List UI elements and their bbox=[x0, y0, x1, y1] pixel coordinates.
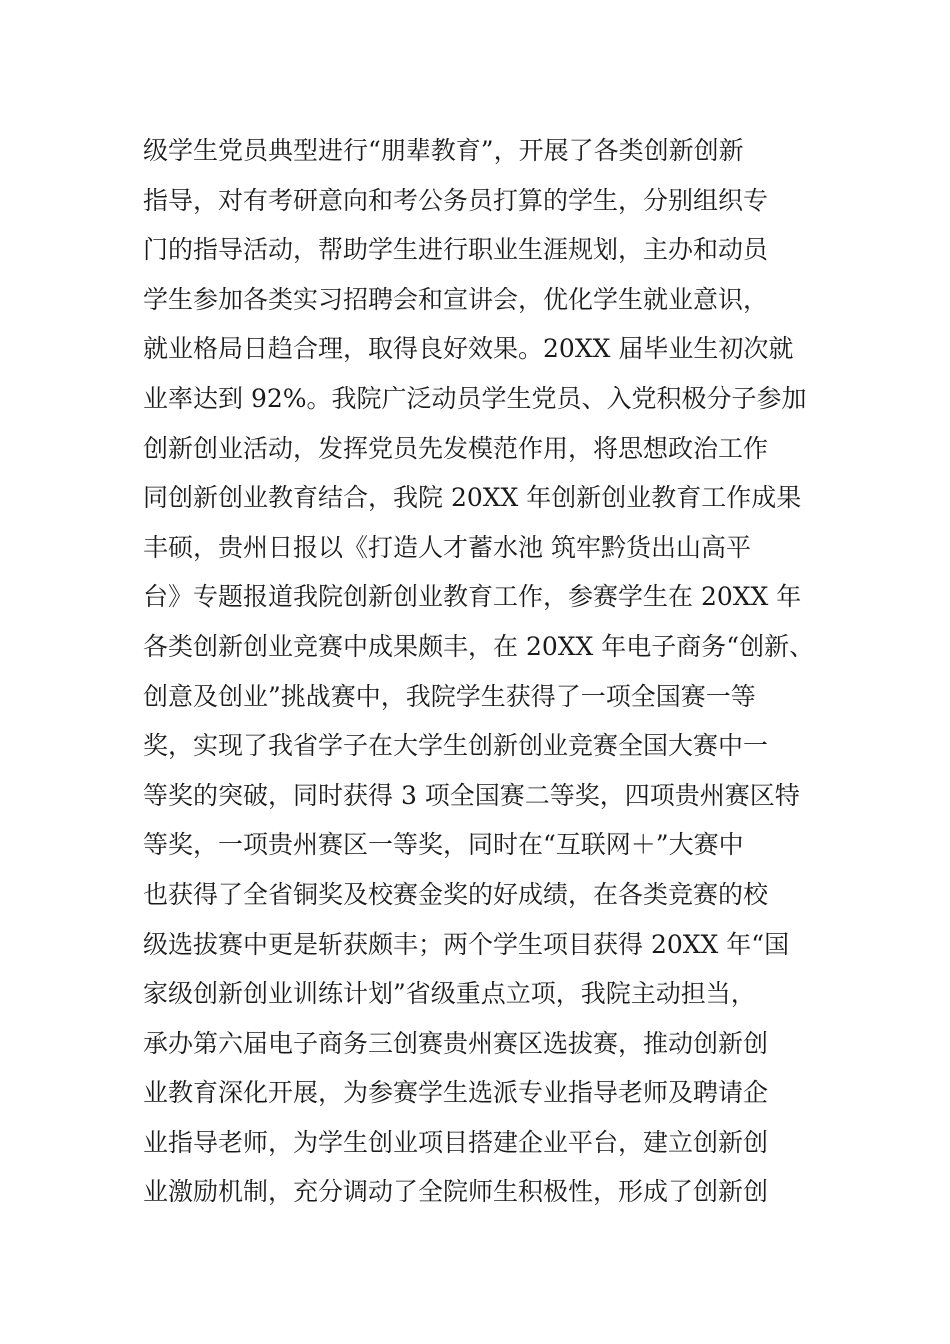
text-line: 同创新创业教育结合，我院 20XX 年创新创业教育工作成果 bbox=[143, 483, 802, 513]
text-line: 就业格局日趋合理，取得良好效果。20XX 届毕业生初次就 bbox=[143, 334, 794, 364]
text-line: 级选拔赛中更是斩获颇丰；两个学生项目获得 20XX 年“国 bbox=[143, 929, 790, 959]
text-line: 各类创新创业竞赛中成果颇丰，在 20XX 年电子商务“创新、 bbox=[143, 631, 815, 661]
text-line: 指导，对有考研意向和考公务员打算的学生，分别组织专 bbox=[143, 185, 769, 215]
text-line: 业激励机制，充分调动了全院师生积极性，形成了创新创 bbox=[143, 1177, 769, 1207]
text-line: 丰硕，贵州日报以《打造人才蓄水池 筑牢黔货出山高平 bbox=[143, 532, 751, 562]
text-line: 创意及创业”挑战赛中，我院学生获得了一项全国赛一等 bbox=[143, 681, 756, 711]
body-paragraph bbox=[143, 126, 823, 1217]
text-line: 业率达到 92%。我院广泛动员学生党员、入党积极分子参加 bbox=[143, 383, 807, 413]
text-line: 也获得了全省铜奖及校赛金奖的好成绩，在各类竞赛的校 bbox=[143, 879, 769, 909]
text-line: 级学生党员典型进行“朋辈教育”，开展了各类创新创新 bbox=[143, 136, 744, 165]
text-line: 台》专题报道我院创新创业教育工作，参赛学生在 20XX 年 bbox=[143, 582, 802, 612]
text-line: 业指导老师，为学生创业项目搭建企业平台，建立创新创 bbox=[143, 1127, 769, 1157]
text-line: 等奖，一项贵州赛区一等奖，同时在“互联网＋”大赛中 bbox=[143, 830, 744, 860]
text-line: 承办第六届电子商务三创赛贵州赛区选拔赛，推动创新创 bbox=[143, 1028, 769, 1058]
text-line: 奖，实现了我省学子在大学生创新创业竞赛全国大赛中一 bbox=[143, 731, 769, 761]
text-line: 家级创新创业训练计划”省级重点立项，我院主动担当， bbox=[143, 979, 756, 1009]
text-line: 门的指导活动，帮助学生进行职业生涯规划，主办和动员 bbox=[143, 235, 769, 265]
text-line: 等奖的突破，同时获得 3 项全国赛二等奖，四项贵州赛区特 bbox=[143, 780, 800, 810]
text-line: 业教育深化开展，为参赛学生选派专业指导老师及聘请企 bbox=[143, 1078, 769, 1108]
text-line: 学生参加各类实习招聘会和宣讲会，优化学生就业意识， bbox=[143, 284, 769, 314]
text-line: 创新创业活动，发挥党员先发模范作用，将思想政治工作 bbox=[143, 433, 769, 463]
